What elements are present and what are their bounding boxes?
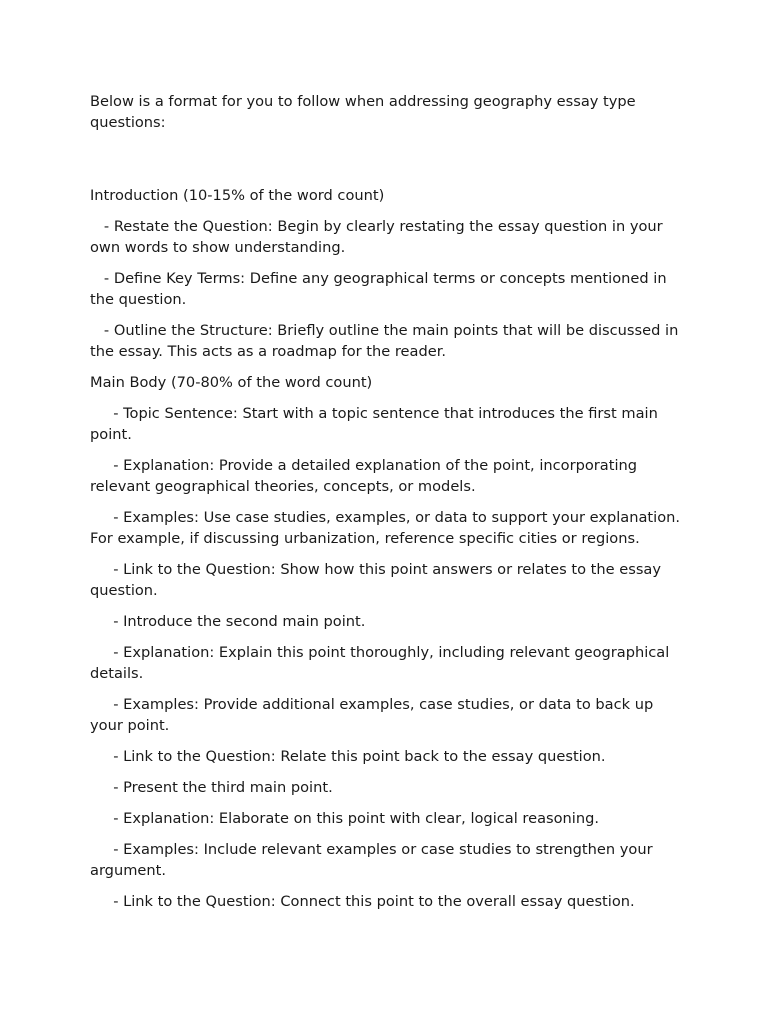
list-item: - Outline the Structure: Briefly outline the main points that will be discussed in the essay. This acts as a roadmap for the reader. [90,322,683,360]
list-item: - Explanation: Elaborate on this point with clear, logical reasoning. [90,810,599,827]
list-item: - Restate the Question: Begin by clearly restating the essay question in your own words to show understanding. [90,218,668,256]
list-item: - Introduce the second main point. [90,613,366,630]
list-item: - Examples: Use case studies, examples, or data to support your explanation. For example, if discussing urbanization, reference specific cities or regions. [90,509,685,547]
list-item: - Explanation: Provide a detailed explanation of the point, incorporating relevant geographical theories, concepts, or models. [90,457,642,495]
list-item: - Link to the Question: Relate this point back to the essay question. [90,748,606,765]
list-item: - Link to the Question: Connect this point to the overall essay question. [90,893,635,910]
list-item: - Topic Sentence: Start with a topic sentence that introduces the first main point. [90,405,663,443]
section-heading-introduction: Introduction (10-15% of the word count) [90,187,385,204]
list-item: - Explanation: Explain this point thoroughly, including relevant geographical details. [90,644,674,682]
list-item: - Examples: Include relevant examples or case studies to strengthen your argument. [90,841,658,879]
list-item: - Examples: Provide additional examples, case studies, or data to back up your point. [90,696,658,734]
list-item: - Link to the Question: Show how this point answers or relates to the essay question. [90,561,666,599]
list-item: - Define Key Terms: Define any geographical terms or concepts mentioned in the question. [90,270,672,308]
list-item: - Present the third main point. [90,779,333,796]
intro-text: Below is a format for you to follow when addressing geography essay type questions: [90,93,641,131]
section-heading-main-body: Main Body (70-80% of the word count) [90,374,373,391]
document-page [90,91,686,922]
